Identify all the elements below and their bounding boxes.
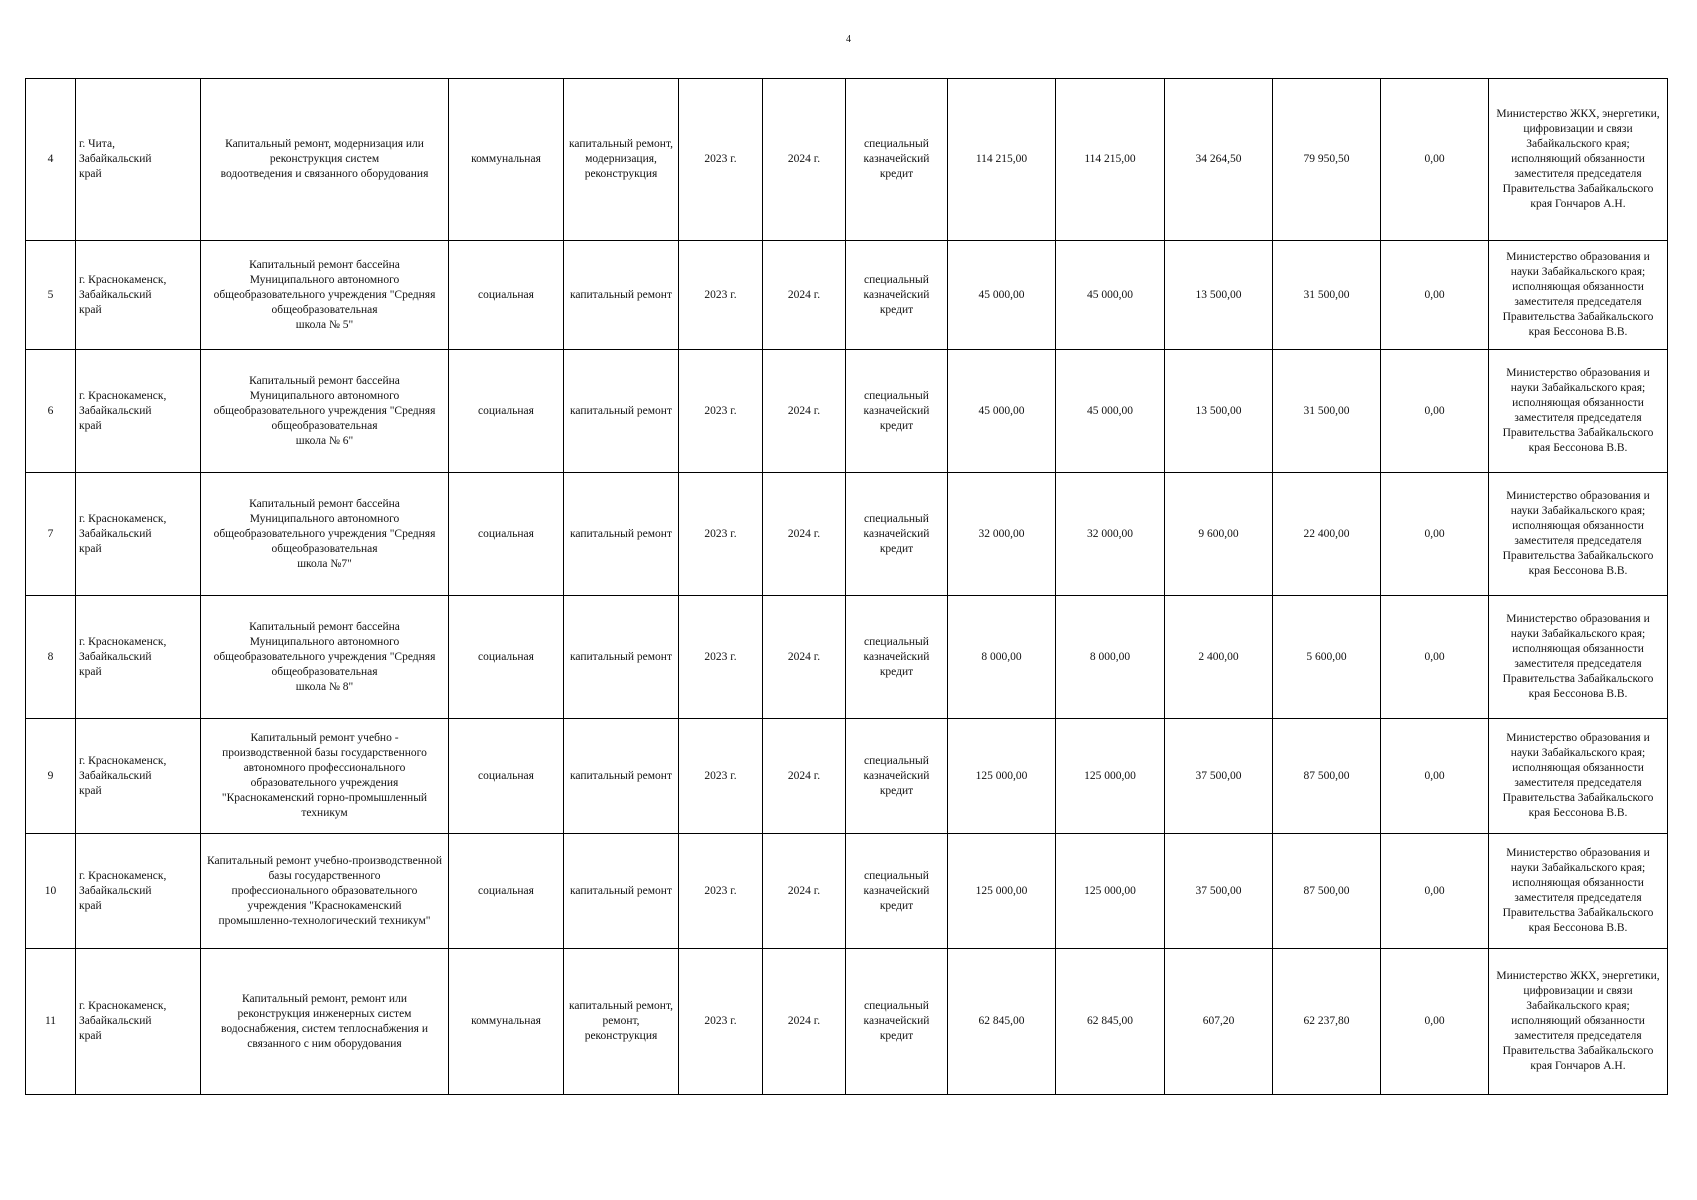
amount-other-cell: 0,00 [1381, 719, 1489, 834]
credit-amount-cell: 8 000,00 [1056, 596, 1165, 719]
amount-2023-cell: 34 264,50 [1165, 79, 1273, 241]
sphere-cell: социальная [449, 834, 564, 949]
row-number-cell: 7 [26, 473, 76, 596]
amount-2024-cell: 31 500,00 [1273, 241, 1381, 350]
credit-amount-cell: 125 000,00 [1056, 834, 1165, 949]
object-name-cell: Капитальный ремонт бассейна Муниципального автономного общеобразовательного учреждения "Средняя общеобразовательная школа № 8" [201, 596, 449, 719]
total-cost-cell: 45 000,00 [948, 350, 1056, 473]
location-cell: г. Краснокаменск, Забайкальский край [76, 350, 201, 473]
total-cost-cell: 8 000,00 [948, 596, 1056, 719]
funding-source-cell: специальный казначейский кредит [846, 350, 948, 473]
total-cost-cell: 114 215,00 [948, 79, 1056, 241]
object-name-cell: Капитальный ремонт бассейна Муниципального автономного общеобразовательного учреждения "Средняя общеобразовательная школа № 5" [201, 241, 449, 350]
sphere-cell: социальная [449, 473, 564, 596]
work-type-cell: капитальный ремонт [564, 241, 679, 350]
work-type-cell: капитальный ремонт [564, 596, 679, 719]
table-row [26, 473, 1668, 596]
amount-2023-cell: 13 500,00 [1165, 241, 1273, 350]
credit-amount-cell: 114 215,00 [1056, 79, 1165, 241]
projects-table [25, 78, 1668, 1095]
end-year-cell: 2024 г. [763, 350, 846, 473]
total-cost-cell: 125 000,00 [948, 834, 1056, 949]
credit-amount-cell: 45 000,00 [1056, 350, 1165, 473]
funding-source-cell: специальный казначейский кредит [846, 949, 948, 1095]
object-name-cell: Капитальный ремонт учебно-производственной базы государственного профессионального образовательного учреждения "Краснокаменский промышленно-технологический техникум" [201, 834, 449, 949]
row-number-cell: 8 [26, 596, 76, 719]
total-cost-cell: 125 000,00 [948, 719, 1056, 834]
work-type-cell: капитальный ремонт [564, 834, 679, 949]
location-cell: г. Чита, Забайкальский край [76, 79, 201, 241]
amount-other-cell: 0,00 [1381, 473, 1489, 596]
credit-amount-cell: 32 000,00 [1056, 473, 1165, 596]
sphere-cell: коммунальная [449, 79, 564, 241]
location-cell: г. Краснокаменск, Забайкальский край [76, 949, 201, 1095]
table-row [26, 949, 1668, 1095]
row-number-cell: 10 [26, 834, 76, 949]
amount-other-cell: 0,00 [1381, 596, 1489, 719]
credit-amount-cell: 45 000,00 [1056, 241, 1165, 350]
location-cell: г. Краснокаменск, Забайкальский край [76, 473, 201, 596]
total-cost-cell: 62 845,00 [948, 949, 1056, 1095]
amount-2024-cell: 62 237,80 [1273, 949, 1381, 1095]
object-name-cell: Капитальный ремонт учебно - производственной базы государственного автономного профессионального образовательного учреждения "Краснокаменский горно-промышленный техникум [201, 719, 449, 834]
object-name-cell: Капитальный ремонт бассейна Муниципального автономного общеобразовательного учреждения "Средняя общеобразовательная школа № 6" [201, 350, 449, 473]
amount-2023-cell: 2 400,00 [1165, 596, 1273, 719]
object-name-cell: Капитальный ремонт, модернизация или реконструкция систем водоотведения и связанного оборудования [201, 79, 449, 241]
row-number-cell: 6 [26, 350, 76, 473]
funding-source-cell: специальный казначейский кредит [846, 834, 948, 949]
table-row [26, 79, 1668, 241]
credit-amount-cell: 125 000,00 [1056, 719, 1165, 834]
row-number-cell: 4 [26, 79, 76, 241]
responsible-cell: Министерство образования и науки Забайкальского края; исполняющая обязанности заместителя председателя Правительства Забайкальского края Бессонова В.В. [1489, 241, 1668, 350]
start-year-cell: 2023 г. [679, 949, 763, 1095]
funding-source-cell: специальный казначейский кредит [846, 719, 948, 834]
end-year-cell: 2024 г. [763, 949, 846, 1095]
amount-other-cell: 0,00 [1381, 350, 1489, 473]
amount-2024-cell: 5 600,00 [1273, 596, 1381, 719]
start-year-cell: 2023 г. [679, 473, 763, 596]
start-year-cell: 2023 г. [679, 596, 763, 719]
responsible-cell: Министерство образования и науки Забайкальского края; исполняющая обязанности заместителя председателя Правительства Забайкальского края Бессонова В.В. [1489, 719, 1668, 834]
start-year-cell: 2023 г. [679, 241, 763, 350]
end-year-cell: 2024 г. [763, 241, 846, 350]
work-type-cell: капитальный ремонт [564, 719, 679, 834]
responsible-cell: Министерство ЖКХ, энергетики, цифровизации и связи Забайкальского края; исполняющий обязанности заместителя председателя Правительства Забайкальского края Гончаров А.Н. [1489, 949, 1668, 1095]
funding-source-cell: специальный казначейский кредит [846, 79, 948, 241]
row-number-cell: 11 [26, 949, 76, 1095]
amount-2024-cell: 87 500,00 [1273, 719, 1381, 834]
amount-other-cell: 0,00 [1381, 949, 1489, 1095]
table-row [26, 350, 1668, 473]
object-name-cell: Капитальный ремонт, ремонт или реконструкция инженерных систем водоснабжения, систем теплоснабжения и связанного с ним оборудования [201, 949, 449, 1095]
amount-2024-cell: 31 500,00 [1273, 350, 1381, 473]
table-row [26, 596, 1668, 719]
location-cell: г. Краснокаменск, Забайкальский край [76, 834, 201, 949]
end-year-cell: 2024 г. [763, 473, 846, 596]
amount-other-cell: 0,00 [1381, 79, 1489, 241]
start-year-cell: 2023 г. [679, 834, 763, 949]
location-cell: г. Краснокаменск, Забайкальский край [76, 719, 201, 834]
sphere-cell: социальная [449, 241, 564, 350]
sphere-cell: коммунальная [449, 949, 564, 1095]
end-year-cell: 2024 г. [763, 719, 846, 834]
total-cost-cell: 45 000,00 [948, 241, 1056, 350]
amount-other-cell: 0,00 [1381, 241, 1489, 350]
responsible-cell: Министерство образования и науки Забайкальского края; исполняющая обязанности заместителя председателя Правительства Забайкальского края Бессонова В.В. [1489, 596, 1668, 719]
table-body [26, 79, 1668, 1095]
amount-2023-cell: 9 600,00 [1165, 473, 1273, 596]
funding-source-cell: специальный казначейский кредит [846, 596, 948, 719]
row-number-cell: 5 [26, 241, 76, 350]
amount-2024-cell: 87 500,00 [1273, 834, 1381, 949]
sphere-cell: социальная [449, 596, 564, 719]
amount-2023-cell: 37 500,00 [1165, 719, 1273, 834]
work-type-cell: капитальный ремонт, модернизация, реконструкция [564, 79, 679, 241]
table-row [26, 719, 1668, 834]
start-year-cell: 2023 г. [679, 350, 763, 473]
responsible-cell: Министерство образования и науки Забайкальского края; исполняющая обязанности заместителя председателя Правительства Забайкальского края Бессонова В.В. [1489, 834, 1668, 949]
amount-2024-cell: 22 400,00 [1273, 473, 1381, 596]
end-year-cell: 2024 г. [763, 596, 846, 719]
funding-source-cell: специальный казначейский кредит [846, 241, 948, 350]
table-row [26, 834, 1668, 949]
amount-other-cell: 0,00 [1381, 834, 1489, 949]
page-number: 4 [846, 34, 851, 45]
start-year-cell: 2023 г. [679, 79, 763, 241]
responsible-cell: Министерство образования и науки Забайкальского края; исполняющая обязанности заместителя председателя Правительства Забайкальского края Бессонова В.В. [1489, 473, 1668, 596]
responsible-cell: Министерство ЖКХ, энергетики, цифровизации и связи Забайкальского края; исполняющий обязанности заместителя председателя Правительства Забайкальского края Гончаров А.Н. [1489, 79, 1668, 241]
responsible-cell: Министерство образования и науки Забайкальского края; исполняющая обязанности заместителя председателя Правительства Забайкальского края Бессонова В.В. [1489, 350, 1668, 473]
location-cell: г. Краснокаменск, Забайкальский край [76, 596, 201, 719]
end-year-cell: 2024 г. [763, 79, 846, 241]
total-cost-cell: 32 000,00 [948, 473, 1056, 596]
amount-2024-cell: 79 950,50 [1273, 79, 1381, 241]
location-cell: г. Краснокаменск, Забайкальский край [76, 241, 201, 350]
start-year-cell: 2023 г. [679, 719, 763, 834]
amount-2023-cell: 607,20 [1165, 949, 1273, 1095]
table-row [26, 241, 1668, 350]
end-year-cell: 2024 г. [763, 834, 846, 949]
amount-2023-cell: 13 500,00 [1165, 350, 1273, 473]
work-type-cell: капитальный ремонт, ремонт, реконструкция [564, 949, 679, 1095]
sphere-cell: социальная [449, 350, 564, 473]
work-type-cell: капитальный ремонт [564, 473, 679, 596]
row-number-cell: 9 [26, 719, 76, 834]
amount-2023-cell: 37 500,00 [1165, 834, 1273, 949]
work-type-cell: капитальный ремонт [564, 350, 679, 473]
sphere-cell: социальная [449, 719, 564, 834]
funding-source-cell: специальный казначейский кредит [846, 473, 948, 596]
object-name-cell: Капитальный ремонт бассейна Муниципального автономного общеобразовательного учреждения "Средняя общеобразовательная школа №7" [201, 473, 449, 596]
credit-amount-cell: 62 845,00 [1056, 949, 1165, 1095]
